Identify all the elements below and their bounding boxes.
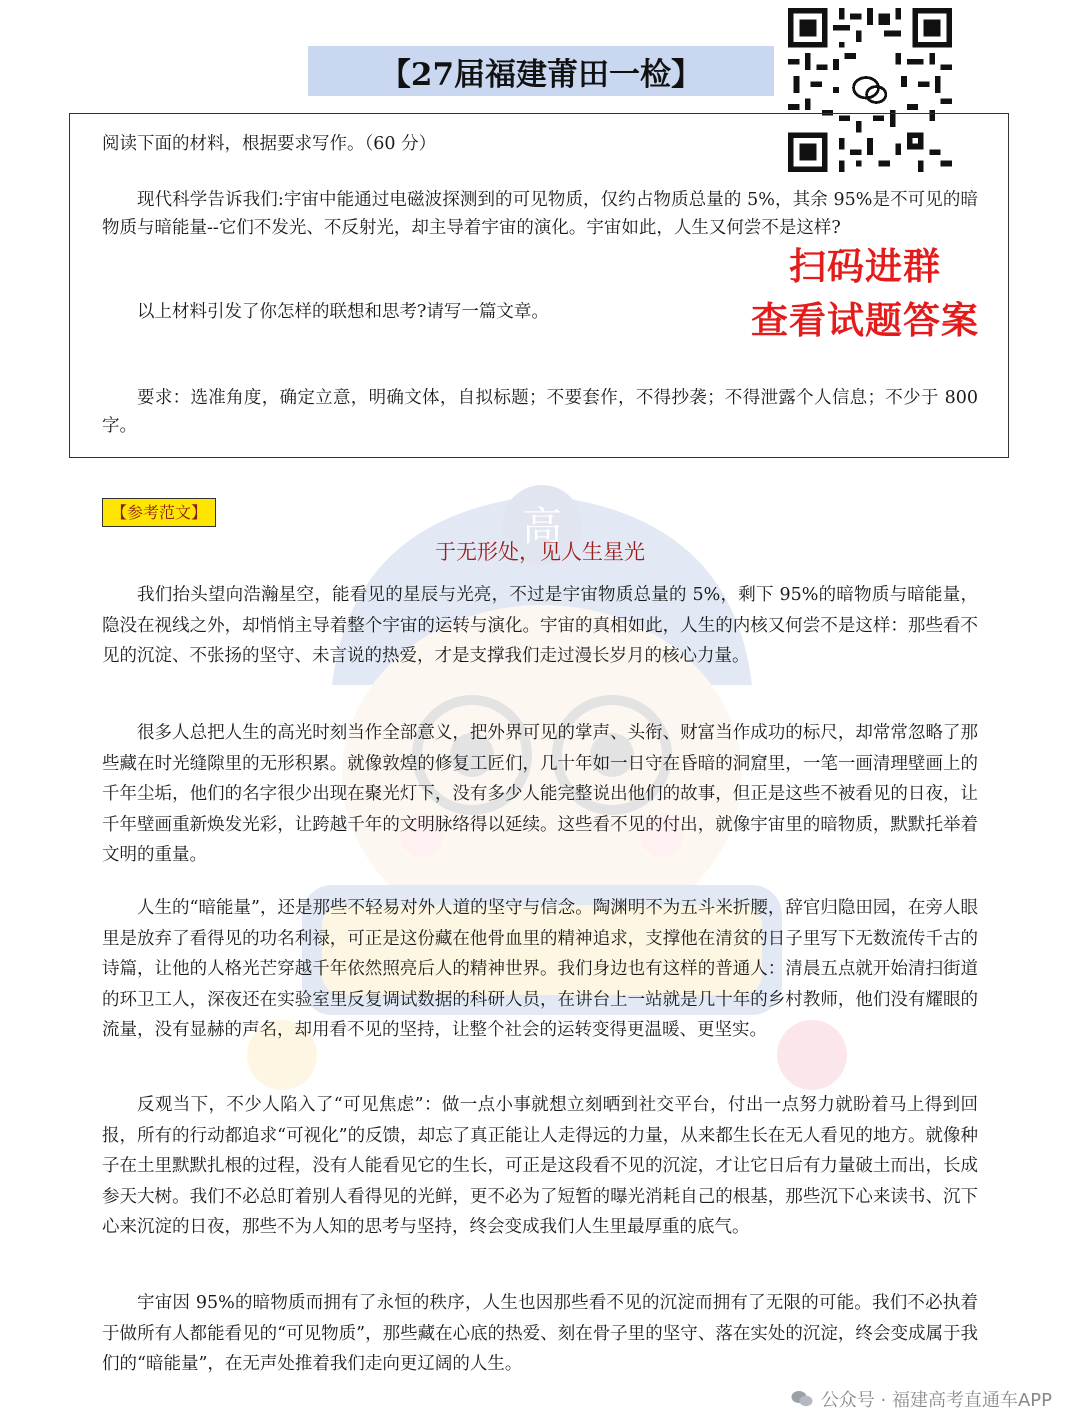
wechat-icon (791, 1390, 813, 1408)
task-instruction: 阅读下面的材料，根据要求写作。（60 分） (102, 134, 437, 154)
promo-line-2: 查看试题答案 (751, 299, 979, 342)
task-material-1: 现代科学告诉我们:宇宙中能通过电磁波探测到的可见物质，仅约占物质总量的 5%，其余 95%是不可见的暗物质与暗能量--它们不发光、不反射光，却主导着宇宙的演化。宇宙如此，人生又何尝不是这样? (102, 190, 978, 238)
reference-label: 【参考范文】 (102, 498, 216, 527)
promo-line-1: 扫码进群 (789, 245, 941, 288)
essay-paragraph-2: 很多人总把人生的高光时刻当作全部意义，把外界可见的掌声、头衔、财富当作成功的标尺，却常常忽略了那些藏在时光缝隙里的无形积累。就像敦煌的修复工匠们，几十年如一日守在昏暗的洞窟里，一笔一画清理壁画上的千年尘垢，他们的名字很少出现在聚光灯下，没有多少人能完整说出他们的故事，但正是这些不被看见的日夜，让千年壁画重新焕发光彩，让跨越千年的文明脉络得以延续。这些看不见的付出，就像宇宙里的暗物质，默默托举着文明的重量。 (102, 723, 978, 865)
exam-title-band (308, 46, 774, 96)
footer-source-text: 公众号 · 福建高考直通车APP (820, 1390, 1052, 1411)
footer-source (791, 1386, 1052, 1412)
essay-paragraph-5: 宇宙因 95%的暗物质而拥有了永恒的秩序，人生也因那些看不见的沉淀而拥有了无限的可能。我们不必执着于做所有人都能看见的“可见物质”，那些藏在心底的热爱、刻在骨子里的坚守、落在实处的沉淀，终会变成属于我们的“暗能量”，在无声处推着我们走向更辽阔的人生。 (102, 1293, 978, 1374)
svg-text:高: 高 (522, 504, 562, 550)
essay-title: 于无形处，见人生星光 (435, 540, 645, 564)
essay-paragraph-3: 人生的“暗能量”，还是那些不轻易对外人道的坚守与信念。陶渊明不为五斗米折腰，辞官归隐田园，在旁人眼里是放弃了看得见的功名利禄，可正是这份藏在他骨血里的精神追求，支撑他在清贫的日子里写下无数流传千古的诗篇，让他的人格光芒穿越千年依然照亮后人的精神世界。我们身边也有这样的普通人：清晨五点就开始清扫街道的环卫工人，深夜还在实验室里反复调试数据的科研人员，在讲台上一站就是几十年的乡村教师，他们没有耀眼的流量，没有显赫的声名，却用看不见的坚持，让整个社会的运转变得更温暖、更坚实。 (102, 898, 978, 1040)
task-requirements: 要求：选准角度，确定立意，明确文体，自拟标题；不要套作，不得抄袭；不得泄露个人信息；不少于 800 字。 (102, 388, 978, 436)
task-material-2: 以上材料引发了你怎样的联想和思考?请写一篇文章。 (137, 302, 549, 322)
essay-paragraph-4: 反观当下，不少人陷入了“可见焦虑”：做一点小事就想立刻晒到社交平台，付出一点努力就盼着马上得到回报，所有的行动都追求“可视化”的反馈，却忘了真正能让人走得远的力量，从来都生长在无人看见的地方。就像种子在土里默默扎根的过程，没有人能看见它的生长，可正是这段看不见的沉淀，才让它日后有力量破土而出，长成参天大树。我们不必总盯着别人看得见的光鲜，更不必为了短暂的曝光消耗自己的根基，那些沉下心来读书、沉下心来沉淀的日夜，那些不为人知的思考与坚持，终会变成我们人生里最厚重的底气。 (102, 1095, 978, 1237)
essay-paragraph-1: 我们抬头望向浩瀚星空，能看见的星辰与光亮，不过是宇宙物质总量的 5%，剩下 95%的暗物质与暗能量，隐没在视线之外，却悄悄主导着整个宇宙的运转与演化。宇宙的真相如此，人生的内核又何尝不是这样：那些看不见的沉淀、不张扬的坚守、未言说的热爱，才是支撑我们走过漫长岁月的核心力量。 (102, 585, 978, 666)
exam-title: 【27届福建莆田一检】 (379, 56, 703, 93)
